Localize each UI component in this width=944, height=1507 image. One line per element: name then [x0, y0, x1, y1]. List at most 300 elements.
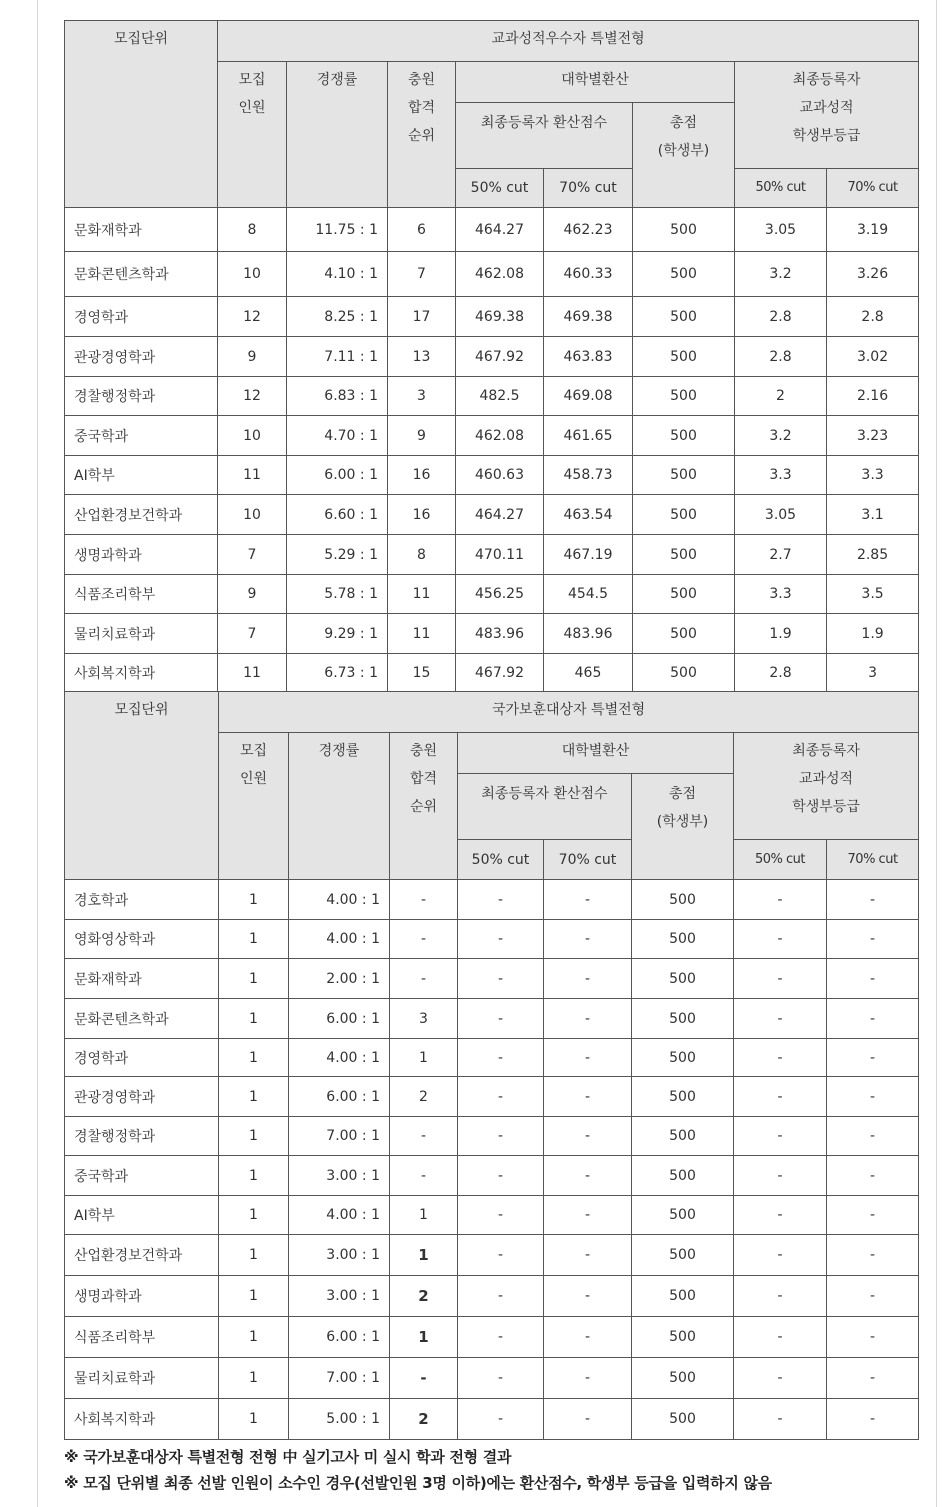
fg-line3: 학생부등급 [792, 128, 861, 144]
table-row [65, 999, 919, 1039]
total-score: 500 [633, 495, 735, 535]
table-row [65, 297, 919, 337]
table-row [65, 252, 919, 297]
additional-rank-header [390, 733, 458, 880]
recruit-header [218, 62, 287, 208]
conv-score-cut70: - [544, 1156, 632, 1196]
conv-score-cut70: 463.54 [544, 495, 633, 535]
grade-cut70: 2.16 [827, 377, 919, 416]
total-score: 500 [632, 1276, 734, 1317]
grade-cut70: - [827, 1276, 919, 1317]
total-score: 500 [632, 1156, 734, 1196]
grade-cut50: - [734, 1276, 827, 1317]
recruit-count: 7 [218, 535, 287, 575]
recruit-header-line2: 인원 [239, 771, 268, 787]
recruit-count: 9 [218, 337, 287, 377]
competition-ratio: 4.00 : 1 [289, 920, 390, 959]
additional-rank: 1 [390, 1196, 458, 1235]
conv-score-cut70: 458.73 [544, 456, 633, 495]
conv-score-cut50: - [458, 1276, 544, 1317]
competition-ratio: 4.00 : 1 [289, 1196, 390, 1235]
recruit-count: 1 [219, 1358, 289, 1399]
recruit-header [219, 733, 289, 880]
competition-ratio: 7.00 : 1 [289, 1117, 390, 1156]
additional-rank: 2 [390, 1399, 458, 1440]
grade-cut50: - [734, 1039, 827, 1077]
conv-score-cut70: 469.08 [544, 377, 633, 416]
total-score-header [633, 103, 735, 208]
total-score: 500 [633, 377, 735, 416]
cut70-header: 70% cut [544, 840, 632, 880]
table-row [65, 495, 919, 535]
recruit-count: 12 [218, 297, 287, 337]
recruit-header-line1: 모집 [238, 72, 266, 88]
total-line1: 총점 [668, 786, 697, 802]
competition-ratio: 6.60 : 1 [287, 495, 388, 535]
conv-score-cut70: - [544, 1039, 632, 1077]
additional-rank: - [390, 959, 458, 999]
conv-score-cut70: 463.83 [544, 337, 633, 377]
total-score: 500 [633, 337, 735, 377]
total-score: 500 [632, 1196, 734, 1235]
table-row [65, 614, 919, 654]
total-score: 500 [632, 920, 734, 959]
dept-name: 사회복지학과 [65, 654, 218, 693]
grade-cut50: - [734, 880, 827, 920]
table-row [65, 535, 919, 575]
recruit-count: 1 [219, 999, 289, 1039]
dept-name: 물리치료학과 [65, 614, 218, 654]
addl-line2: 합격 [409, 771, 438, 787]
total-score: 500 [633, 416, 735, 456]
cut50-header: 50% cut [458, 840, 544, 880]
conv-score-cut70: - [544, 1196, 632, 1235]
fg-line2: 교과성적 [799, 100, 854, 116]
section-title: 교과성적우수자 특별전형 [218, 21, 919, 62]
competition-ratio: 6.83 : 1 [287, 377, 388, 416]
final-grade-header [734, 733, 919, 840]
competition-ratio: 6.73 : 1 [287, 654, 388, 693]
unit-header: 모집단위 [65, 21, 218, 208]
table-row [65, 1117, 919, 1156]
dept-name: 식품조리학부 [65, 575, 218, 614]
additional-rank: - [390, 1358, 458, 1399]
dept-name: 물리치료학과 [65, 1358, 219, 1399]
table-row [65, 1077, 919, 1117]
additional-rank: 1 [390, 1317, 458, 1358]
grade-cut70: - [827, 1039, 919, 1077]
conv-score-cut70: - [544, 1276, 632, 1317]
additional-rank-header [388, 62, 456, 208]
competition-ratio: 3.00 : 1 [289, 1235, 390, 1276]
conv-score-cut50: - [458, 999, 544, 1039]
grade-cut70: - [827, 1077, 919, 1117]
conv-score-cut50: - [458, 1039, 544, 1077]
total-score: 500 [632, 1399, 734, 1440]
grade-cut50: - [734, 1399, 827, 1440]
additional-rank: 2 [390, 1276, 458, 1317]
competition-ratio: 6.00 : 1 [287, 456, 388, 495]
total-score: 500 [632, 1117, 734, 1156]
table-row [65, 654, 919, 693]
conv-score-cut70: 483.96 [544, 614, 633, 654]
additional-rank: 16 [388, 456, 456, 495]
competition-ratio: 5.78 : 1 [287, 575, 388, 614]
conv-score-cut50: - [458, 1317, 544, 1358]
conv-score-cut50: - [458, 1196, 544, 1235]
conv-score-cut70: - [544, 920, 632, 959]
competition-header: 경쟁률 [289, 733, 390, 880]
grade-cut50: 2.8 [735, 337, 827, 377]
grade-cut70: - [827, 920, 919, 959]
recruit-count: 1 [219, 1039, 289, 1077]
dept-name: 경호학과 [65, 880, 219, 920]
grade-cut70: - [827, 1358, 919, 1399]
grade-cut70: 3 [827, 654, 919, 693]
recruit-header-line2: 인원 [238, 100, 266, 116]
competition-ratio: 9.29 : 1 [287, 614, 388, 654]
addl-line3: 순위 [407, 128, 436, 144]
table-row [65, 416, 919, 456]
dept-name: 문화재학과 [65, 208, 218, 252]
table-row [65, 377, 919, 416]
grade-cut70: - [827, 1196, 919, 1235]
grade-cut50: 2.7 [735, 535, 827, 575]
grade-cut70-header: 70% cut [827, 169, 919, 208]
recruit-header-line1: 모집 [239, 743, 268, 759]
additional-rank: - [390, 920, 458, 959]
final-grade-header [735, 62, 919, 169]
dept-name: 문화콘텐츠학과 [65, 999, 219, 1039]
conv-score-cut70: - [544, 1317, 632, 1358]
table-row [65, 1358, 919, 1399]
table-row [65, 575, 919, 614]
dept-name: 중국학과 [65, 1156, 219, 1196]
grade-cut70: - [827, 1156, 919, 1196]
additional-rank: 9 [388, 416, 456, 456]
total-score: 500 [633, 297, 735, 337]
competition-header: 경쟁률 [287, 62, 388, 208]
recruit-count: 1 [219, 880, 289, 920]
recruit-count: 1 [219, 1077, 289, 1117]
conv-score-cut50: 460.63 [456, 456, 544, 495]
conv-score-cut70: - [544, 1235, 632, 1276]
dept-name: 영화영상학과 [65, 920, 219, 959]
section-title: 국가보훈대상자 특별전형 [219, 692, 919, 733]
additional-rank: 3 [390, 999, 458, 1039]
recruit-count: 1 [219, 959, 289, 999]
total-score-header [632, 774, 734, 880]
recruit-count: 7 [218, 614, 287, 654]
table-row [65, 1039, 919, 1077]
conv-score-cut50: - [458, 1077, 544, 1117]
fg-line1: 최종등록자 [792, 743, 860, 759]
competition-ratio: 3.00 : 1 [289, 1276, 390, 1317]
grade-cut70: 2.85 [827, 535, 919, 575]
recruit-count: 1 [219, 920, 289, 959]
dept-name: 관광경영학과 [65, 1077, 219, 1117]
grade-cut70-header: 70% cut [827, 840, 919, 880]
conv-score-cut70: 454.5 [544, 575, 633, 614]
dept-name: 생명과학과 [65, 535, 218, 575]
total-score: 500 [632, 999, 734, 1039]
conv-score-cut70: - [544, 1077, 632, 1117]
conv-score-cut50: 469.38 [456, 297, 544, 337]
univ-conversion-header: 대학별환산 [458, 733, 734, 774]
total-score: 500 [633, 456, 735, 495]
additional-rank: - [390, 880, 458, 920]
total-score: 500 [632, 959, 734, 999]
conv-score-cut50: 462.08 [456, 416, 544, 456]
dept-name: 식품조리학부 [65, 1317, 219, 1358]
grade-cut50: 2.8 [735, 297, 827, 337]
competition-ratio: 2.00 : 1 [289, 959, 390, 999]
total-score: 500 [633, 208, 735, 252]
grade-cut70: 3.19 [827, 208, 919, 252]
recruit-count: 12 [218, 377, 287, 416]
addl-line1: 충원 [407, 72, 436, 88]
dept-name: 사회복지학과 [65, 1399, 219, 1440]
competition-ratio: 4.00 : 1 [289, 880, 390, 920]
univ-conversion-header: 대학별환산 [456, 62, 735, 103]
table-row [65, 920, 919, 959]
table-row [65, 959, 919, 999]
conv-score-cut50: 467.92 [456, 337, 544, 377]
grade-cut50: 3.3 [735, 575, 827, 614]
grade-cut70: 2.8 [827, 297, 919, 337]
grade-cut70: - [827, 999, 919, 1039]
conv-score-cut70: - [544, 1117, 632, 1156]
additional-rank: 16 [388, 495, 456, 535]
competition-ratio: 5.00 : 1 [289, 1399, 390, 1440]
dept-name: 경찰행정학과 [65, 1117, 219, 1156]
recruit-count: 1 [219, 1117, 289, 1156]
total-score: 500 [633, 654, 735, 693]
conv-score-cut70: - [544, 999, 632, 1039]
dept-name: AI학부 [65, 456, 218, 495]
recruit-count: 1 [219, 1317, 289, 1358]
dept-name: 경찰행정학과 [65, 377, 218, 416]
table-row [65, 1235, 919, 1276]
recruit-count: 1 [219, 1399, 289, 1440]
conv-score-cut70: 462.23 [544, 208, 633, 252]
conv-score-cut50: 464.27 [456, 208, 544, 252]
conv-score-cut50: 482.5 [456, 377, 544, 416]
additional-rank: 1 [390, 1039, 458, 1077]
conv-score-cut50: 456.25 [456, 575, 544, 614]
conv-score-cut70: 467.19 [544, 535, 633, 575]
conv-score-cut50: - [458, 1235, 544, 1276]
conv-score-cut70: - [544, 1399, 632, 1440]
grade-cut70: 3.26 [827, 252, 919, 297]
total-score: 500 [633, 535, 735, 575]
dept-name: 문화콘텐츠학과 [65, 252, 218, 297]
recruit-count: 9 [218, 575, 287, 614]
grade-cut70: - [827, 1317, 919, 1358]
dept-name: 관광경영학과 [65, 337, 218, 377]
conv-score-cut70: 460.33 [544, 252, 633, 297]
table-row [65, 208, 919, 252]
conv-score-cut70: 469.38 [544, 297, 633, 337]
additional-rank: 11 [388, 575, 456, 614]
additional-rank: 7 [388, 252, 456, 297]
competition-ratio: 5.29 : 1 [287, 535, 388, 575]
conv-score-cut70: 461.65 [544, 416, 633, 456]
grade-cut50: - [734, 1077, 827, 1117]
conv-score-cut50: 464.27 [456, 495, 544, 535]
grade-cut50: - [734, 1358, 827, 1399]
conv-score-cut70: - [544, 880, 632, 920]
competition-ratio: 6.00 : 1 [289, 1317, 390, 1358]
fg-line3: 학생부등급 [792, 799, 860, 815]
grade-cut50: 2 [735, 377, 827, 416]
academic-excellence-table [64, 20, 919, 693]
conv-score-cut50: 467.92 [456, 654, 544, 693]
competition-ratio: 11.75 : 1 [287, 208, 388, 252]
final-conv-score-header: 최종등록자 환산점수 [456, 103, 633, 169]
table-row [65, 456, 919, 495]
grade-cut50: - [734, 920, 827, 959]
conv-score-cut50: - [458, 1399, 544, 1440]
grade-cut50: 2.8 [735, 654, 827, 693]
additional-rank: 17 [388, 297, 456, 337]
grade-cut70: 1.9 [827, 614, 919, 654]
grade-cut50: - [734, 1156, 827, 1196]
conv-score-cut70: 465 [544, 654, 633, 693]
grade-cut50: - [734, 1235, 827, 1276]
grade-cut50: 3.05 [735, 495, 827, 535]
conv-score-cut50: - [458, 920, 544, 959]
total-score: 500 [633, 614, 735, 654]
dept-name: 경영학과 [65, 297, 218, 337]
grade-cut70: - [827, 1235, 919, 1276]
unit-header: 모집단위 [65, 692, 219, 880]
additional-rank: 1 [390, 1235, 458, 1276]
grade-cut50: - [734, 959, 827, 999]
dept-name: 문화재학과 [65, 959, 219, 999]
total-score: 500 [633, 252, 735, 297]
conv-score-cut70: - [544, 1358, 632, 1399]
fg-line1: 최종등록자 [792, 72, 861, 88]
additional-rank: 8 [388, 535, 456, 575]
footnote-2: ※ 모집 단위별 최종 선발 인원이 소수인 경우(선발인원 3명 이하)에는 환산점수, 학생부 등급을 입력하지 않음 [64, 1474, 772, 1492]
total-score: 500 [632, 1317, 734, 1358]
grade-cut50-header: 50% cut [734, 840, 827, 880]
table-row [65, 1399, 919, 1440]
grade-cut50: - [734, 1317, 827, 1358]
conv-score-cut50: 470.11 [456, 535, 544, 575]
addl-line1: 충원 [409, 743, 438, 759]
additional-rank: - [390, 1156, 458, 1196]
grade-cut50: - [734, 1117, 827, 1156]
grade-cut70: 3.23 [827, 416, 919, 456]
additional-rank: 15 [388, 654, 456, 693]
table-row [65, 1196, 919, 1235]
footnote-1: ※ 국가보훈대상자 특별전형 전형 中 실기고사 미 실시 학과 전형 결과 [64, 1448, 512, 1466]
grade-cut70: 3.3 [827, 456, 919, 495]
conv-score-cut50: - [458, 880, 544, 920]
grade-cut70: 3.1 [827, 495, 919, 535]
competition-ratio: 6.00 : 1 [289, 1077, 390, 1117]
table-row [65, 1156, 919, 1196]
total-score: 500 [632, 1077, 734, 1117]
conv-score-cut50: - [458, 1117, 544, 1156]
total-score: 500 [632, 880, 734, 920]
grade-cut50: - [734, 1196, 827, 1235]
cut50-header: 50% cut [456, 169, 544, 208]
competition-ratio: 4.70 : 1 [287, 416, 388, 456]
conv-score-cut50: - [458, 1156, 544, 1196]
addl-line3: 순위 [409, 799, 438, 815]
recruit-count: 11 [218, 654, 287, 693]
recruit-count: 1 [219, 1276, 289, 1317]
competition-ratio: 6.00 : 1 [289, 999, 390, 1039]
grade-cut70: 3.02 [827, 337, 919, 377]
additional-rank: 11 [388, 614, 456, 654]
recruit-count: 10 [218, 416, 287, 456]
competition-ratio: 7.11 : 1 [287, 337, 388, 377]
dept-name: 생명과학과 [65, 1276, 219, 1317]
total-score: 500 [632, 1235, 734, 1276]
grade-cut50: 3.3 [735, 456, 827, 495]
total-line2: (학생부) [657, 143, 710, 159]
additional-rank: 6 [388, 208, 456, 252]
competition-ratio: 4.00 : 1 [289, 1039, 390, 1077]
grade-cut70: 3.5 [827, 575, 919, 614]
grade-cut50: 1.9 [735, 614, 827, 654]
conv-score-cut50: 462.08 [456, 252, 544, 297]
recruit-count: 8 [218, 208, 287, 252]
dept-name: 산업환경보건학과 [65, 495, 218, 535]
additional-rank: - [390, 1117, 458, 1156]
competition-ratio: 8.25 : 1 [287, 297, 388, 337]
grade-cut50: 3.2 [735, 416, 827, 456]
table-row [65, 337, 919, 377]
cut70-header: 70% cut [544, 169, 633, 208]
grade-cut70: - [827, 1399, 919, 1440]
grade-cut70: - [827, 880, 919, 920]
conv-score-cut50: - [458, 1358, 544, 1399]
addl-line2: 합격 [407, 100, 436, 116]
total-score: 500 [632, 1358, 734, 1399]
grade-cut50: - [734, 999, 827, 1039]
competition-ratio: 7.00 : 1 [289, 1358, 390, 1399]
total-score: 500 [632, 1039, 734, 1077]
final-conv-score-header: 최종등록자 환산점수 [458, 774, 632, 840]
total-line2: (학생부) [656, 814, 709, 830]
conv-score-cut50: 483.96 [456, 614, 544, 654]
recruit-count: 1 [219, 1156, 289, 1196]
recruit-count: 11 [218, 456, 287, 495]
grade-cut70: - [827, 1117, 919, 1156]
additional-rank: 2 [390, 1077, 458, 1117]
recruit-count: 1 [219, 1235, 289, 1276]
dept-name: 경영학과 [65, 1039, 219, 1077]
conv-score-cut70: - [544, 959, 632, 999]
additional-rank: 3 [388, 377, 456, 416]
recruit-count: 10 [218, 252, 287, 297]
competition-ratio: 4.10 : 1 [287, 252, 388, 297]
fg-line2: 교과성적 [798, 771, 854, 787]
grade-cut50: 3.05 [735, 208, 827, 252]
table-row [65, 1317, 919, 1358]
recruit-count: 10 [218, 495, 287, 535]
conv-score-cut50: - [458, 959, 544, 999]
dept-name: AI학부 [65, 1196, 219, 1235]
competition-ratio: 3.00 : 1 [289, 1156, 390, 1196]
table-row [65, 1276, 919, 1317]
grade-cut50: 3.2 [735, 252, 827, 297]
